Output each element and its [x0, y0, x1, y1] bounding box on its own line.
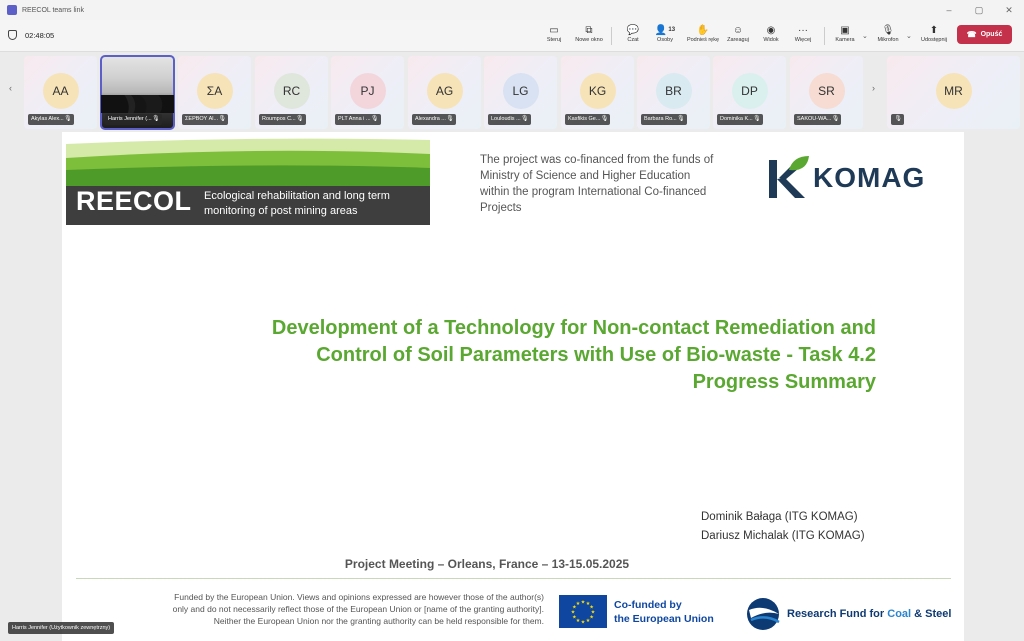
participant-avatar: MR: [936, 73, 972, 109]
shared-presentation-slide: [62, 132, 964, 641]
raise-hand-label: Podnieś rękę: [686, 37, 720, 43]
participant-avatar: KG: [580, 73, 616, 109]
participant-name-tag: [794, 114, 841, 125]
banner-tagline: Ecological rehabilitation and long term monitoring of post mining areas: [204, 190, 390, 217]
participant-name: PLT Anna i ...: [338, 116, 371, 122]
mic-muted-icon: 🎙: [521, 116, 529, 122]
author-2: Dariusz Michalak (ITG KOMAG): [701, 530, 865, 542]
toolbar-divider: [824, 27, 825, 45]
minimize-button[interactable]: –: [946, 5, 952, 15]
participant-name: Alexandra ...: [415, 116, 446, 122]
new-window-icon: ⧉: [585, 24, 593, 36]
chat-label: Czat: [627, 37, 639, 43]
timer-text: 02:48:05: [25, 30, 55, 40]
rfcs-text: [787, 608, 951, 620]
reecol-banner: [66, 136, 430, 225]
participant-name: Harris Jennifer (...: [108, 116, 152, 122]
chat-button[interactable]: [618, 23, 648, 49]
react-icon: ☺: [732, 24, 744, 36]
footer-divider: [76, 578, 951, 579]
react-button[interactable]: [723, 23, 753, 49]
eu-star-icon: ★: [590, 609, 596, 616]
people-count: 13: [668, 27, 676, 33]
camera-button[interactable]: [830, 23, 860, 49]
react-label: Zareaguj: [727, 37, 749, 43]
mic-muted-icon: 🎙: [64, 116, 72, 122]
cofinance-text: The project was co-financed from the funds of Ministry of Science and Higher Education within the program International Co-financed Projects: [480, 154, 714, 214]
leave-button[interactable]: [957, 25, 1012, 44]
komag-wordmark: KOMAG: [813, 162, 926, 193]
participant-name-tag: [28, 114, 74, 125]
participant-video: [101, 95, 174, 113]
camera-options-chevron-icon[interactable]: ⌄: [862, 33, 868, 40]
participant-tile[interactable]: [178, 56, 251, 129]
participant-name: Kasfikis Ge...: [568, 116, 601, 122]
mic-muted-icon: 🎙: [370, 116, 379, 122]
rfcs-logo: [745, 596, 951, 632]
window-controls: [934, 0, 1024, 20]
chat-icon: 💬: [626, 24, 640, 36]
participant-name-tag: [412, 114, 456, 125]
people-icon: 👤: [654, 24, 668, 36]
participant-name: ΣΕΡΒΟΥ Al...: [185, 116, 219, 122]
raise-hand-icon: ✋: [696, 24, 710, 36]
author-1: Dominik Bałaga (ITG KOMAG): [701, 511, 858, 523]
close-button[interactable]: ✕: [1005, 5, 1013, 15]
window-titlebar: [0, 0, 1024, 20]
mic-muted-icon: 🎙: [218, 116, 227, 122]
leave-label: Opuść: [980, 31, 1003, 38]
eu-star-icon: ★: [572, 614, 577, 621]
camera-label: Kamera: [835, 37, 855, 43]
eu-cofunded-text: [614, 598, 714, 626]
eu-star-icon: ★: [585, 618, 591, 625]
mic-muted-icon: 🎙: [894, 116, 902, 122]
window-title: REECOL teams link: [22, 6, 84, 14]
share-control-label: Steruj: [546, 37, 562, 43]
participant-name-tag: [488, 114, 531, 125]
participant-name: Barbara Ro...: [644, 116, 677, 122]
participant-avatar: PJ: [350, 73, 386, 109]
camera-off-icon: ▣: [840, 24, 850, 36]
mic-muted-icon: 🎙: [152, 116, 160, 122]
share-icon: ⬆: [929, 24, 939, 36]
meeting-toolbar: [0, 20, 1024, 52]
participant-tile[interactable]: [561, 56, 634, 129]
banner-green-wave: [66, 136, 430, 186]
participant-name: Louloudis ...: [491, 116, 521, 122]
mic-options-chevron-icon[interactable]: ⌄: [906, 33, 912, 40]
participant-tile[interactable]: [101, 56, 174, 129]
microphone-label: Mikrofon: [877, 37, 899, 43]
more-button[interactable]: [788, 23, 818, 49]
strip-prev-arrow-icon[interactable]: ‹: [9, 83, 12, 93]
participant-tile[interactable]: [331, 56, 404, 129]
eu-star-icon: ★: [580, 599, 586, 606]
mic-off-icon: 🎙: [881, 24, 895, 36]
eu-star-icon: ★: [572, 604, 577, 611]
teams-app-icon: [7, 5, 17, 15]
participant-name: SAKOU-WA...: [797, 116, 832, 122]
participant-tile[interactable]: [484, 56, 557, 129]
share-control-icon: ▭: [549, 24, 559, 36]
people-button[interactable]: [650, 23, 680, 49]
participant-name-tag: [641, 114, 687, 125]
eu-cofunded-logo: [559, 595, 714, 628]
participant-avatar: AG: [427, 73, 463, 109]
right-gutter: [1016, 132, 1024, 641]
shield-icon: [8, 30, 17, 40]
meeting-line: Project Meeting – Orleans, France – 13-15.05.2025: [344, 557, 630, 571]
participant-avatar: DP: [732, 73, 768, 109]
eu-star-icon: ★: [585, 600, 591, 607]
participant-avatar: LG: [503, 73, 539, 109]
rfcs-globe-icon: [745, 596, 785, 632]
eu-star-icon: ★: [589, 614, 594, 621]
participant-tile[interactable]: [24, 56, 97, 129]
strip-next-arrow-icon[interactable]: ›: [872, 83, 875, 93]
banner-title: REECOL: [76, 186, 192, 216]
eu-disclaimer: [92, 591, 544, 627]
participant-avatar: BR: [656, 73, 692, 109]
self-video-label: Harris Jennifer (Użytkownik zewnętrzny): [8, 622, 114, 634]
participant-name-tag: [259, 114, 306, 125]
microphone-button[interactable]: [872, 23, 904, 49]
komag-k-icon: [769, 156, 809, 200]
toolbar-divider: [611, 27, 612, 45]
eu-star-icon: ★: [580, 619, 586, 626]
rfcs-text-2: Coal: [887, 608, 912, 620]
participant-avatar: AA: [43, 73, 79, 109]
eu-text-line-1: Co-funded by: [614, 598, 682, 611]
rfcs-text-3: & Steel: [911, 608, 952, 620]
mic-muted-icon: 🎙: [446, 116, 454, 122]
participant-tile[interactable]: [255, 56, 328, 129]
eu-text-line-2: the European Union: [614, 612, 714, 625]
participant-name-tag: [335, 114, 381, 125]
participant-name-tag: [182, 114, 228, 125]
slide-title-line-3: Progress Summary: [692, 371, 876, 393]
hang-up-icon: ☎: [966, 30, 977, 39]
more-icon: ···: [798, 24, 808, 36]
share-label: Udostępnij: [921, 37, 947, 43]
participant-tile[interactable]: [887, 56, 1020, 129]
disclaimer-line-3: Neither the European Union nor the granting authority can be held responsible for them.: [213, 616, 544, 626]
participant-name-tag: [565, 114, 610, 125]
view-button[interactable]: [756, 23, 786, 49]
participant-avatar: SR: [809, 73, 845, 109]
more-label: Więcej: [794, 37, 812, 43]
mic-muted-icon: 🎙: [677, 116, 685, 122]
slide-title-line-1: Development of a Technology for Non-contact Remediation and: [271, 317, 876, 339]
participant-name: Akylas Alex...: [31, 116, 64, 122]
participant-avatar: RC: [274, 73, 310, 109]
view-label: Widok: [763, 37, 779, 43]
share-button[interactable]: [917, 23, 951, 49]
mic-muted-icon: 🎙: [831, 116, 840, 122]
eu-star-icon: ★: [575, 600, 581, 607]
new-window-button[interactable]: [573, 23, 605, 49]
new-window-label: Nowe okno: [575, 37, 603, 43]
participant-name-tag: [891, 114, 904, 125]
people-label: Osoby: [657, 37, 673, 43]
disclaimer-line-2: only and do not necessarily reflect those of the European Union or [name of the granting authority].: [172, 604, 544, 614]
participant-avatar: ΣA: [197, 73, 233, 109]
participant-tile[interactable]: [408, 56, 481, 129]
participant-tile[interactable]: [713, 56, 786, 129]
slide-title: [122, 315, 876, 396]
participant-name: Roumpos C...: [262, 116, 296, 122]
komag-logo: [769, 156, 925, 200]
maximize-button[interactable]: ▢: [974, 5, 984, 15]
raise-hand-button[interactable]: [683, 23, 723, 49]
participant-name-tag: [105, 114, 162, 125]
people-icon-wrap: [655, 23, 675, 37]
participant-tile[interactable]: [790, 56, 863, 129]
participant-name: Dominika K...: [720, 116, 753, 122]
mic-muted-icon: 🎙: [753, 116, 761, 122]
authors: [701, 508, 865, 546]
eu-star-icon: ★: [575, 618, 581, 625]
rfcs-text-1: Research Fund for: [787, 608, 888, 620]
eu-flag-icon: [559, 595, 607, 628]
meeting-timer: [8, 30, 54, 40]
mic-muted-icon: 🎙: [600, 116, 609, 122]
view-icon: ◉: [766, 24, 776, 36]
eu-star-icon: ★: [589, 604, 594, 611]
disclaimer-line-1: Funded by the European Union. Views and opinions expressed are however those of the author(s): [174, 592, 544, 602]
eu-star-icon: ★: [570, 609, 576, 616]
participant-strip: [0, 52, 1024, 132]
mic-muted-icon: 🎙: [296, 116, 304, 122]
participant-tile[interactable]: [637, 56, 710, 129]
share-control-button[interactable]: [539, 23, 569, 49]
participant-name-tag: [717, 114, 763, 125]
slide-title-line-2: Control of Soil Parameters with Use of Bio-waste - Task 4.2: [316, 344, 876, 366]
